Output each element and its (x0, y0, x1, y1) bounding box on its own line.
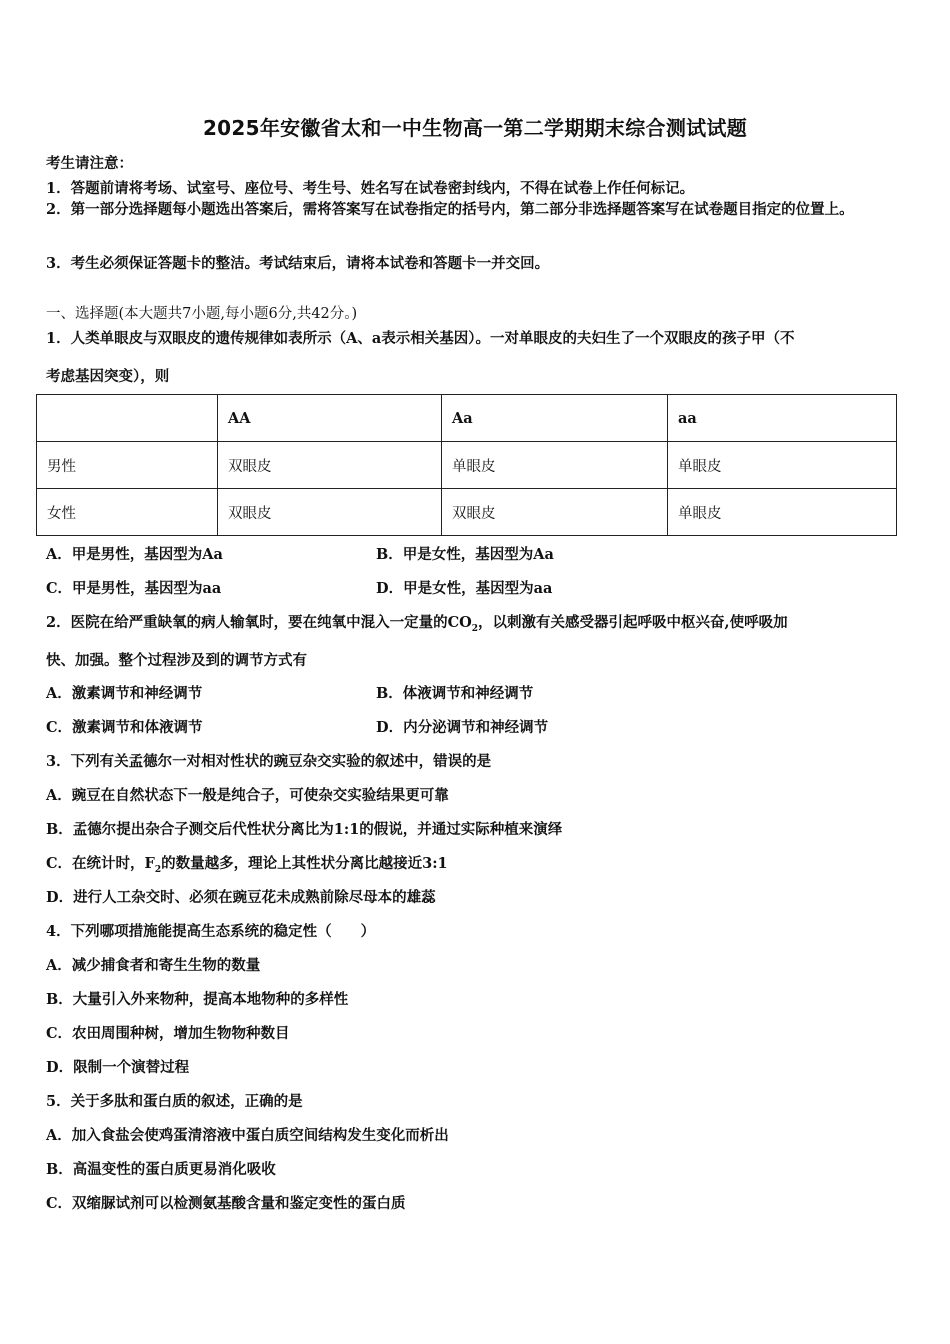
question-stem: 4．下列哪项措施能提高生态系统的稳定性（ ） (46, 923, 376, 940)
option-c: C．激素调节和体液调节 (46, 719, 203, 736)
notice-item: 2．第一部分选择题每小题选出答案后，需将答案写在试卷指定的括号内，第二部分非选择题答案写在试卷题目指定的位置上。 (46, 201, 854, 218)
notice-item: 3．考生必须保证答题卡的整洁。考试结束后，请将本试卷和答题卡一并交回。 (46, 255, 550, 272)
option-c: C．甲是男性，基因型为aa (46, 580, 222, 597)
page-title: 2025年安徽省太和一中生物高一第二学期期末综合测试试题 (202, 116, 748, 140)
table-cell (37, 395, 218, 442)
option-c (46, 852, 448, 875)
question-stem: 3．下列有关孟德尔一对相对性状的豌豆杂交实验的叙述中，错误的是 (46, 753, 492, 770)
section-heading: 一、选择题(本大题共7小题,每小题6分,共42分。) (46, 306, 358, 322)
table-cell: 双眼皮 (442, 489, 668, 536)
subscript: 2 (471, 623, 479, 634)
option-d: D．限制一个演替过程 (46, 1059, 190, 1076)
option-b: B．甲是女性，基因型为Aa (376, 546, 554, 563)
question-stem-cont: 考虑基因突变），则 (46, 368, 170, 385)
table-cell: AA (218, 395, 442, 442)
table-cell: 双眼皮 (218, 489, 442, 536)
table-row (37, 489, 897, 536)
table-cell: 单眼皮 (668, 442, 897, 489)
option-d: D．甲是女性，基因型为aa (376, 580, 553, 597)
option-c: C．双缩脲试剂可以检测氨基酸含量和鉴定变性的蛋白质 (46, 1195, 406, 1212)
option-a: A．甲是男性，基因型为Aa (46, 546, 223, 563)
option-text: C．在统计时，F (46, 855, 155, 872)
question-stem-cont: 快、加强。整个过程涉及到的调节方式有 (46, 652, 307, 669)
question-stem: 5．关于多肽和蛋白质的叙述，正确的是 (46, 1093, 303, 1110)
genotype-table (36, 394, 897, 536)
notice-item: 1．答题前请将考场、试室号、座位号、考生号、姓名写在试卷密封线内，不得在试卷上作任何标记。 (46, 180, 695, 197)
option-b: B．孟德尔提出杂合子测交后代性状分离比为1:1的假说，并通过实际种植来演绎 (46, 821, 563, 838)
option-a: A．豌豆在自然状态下一般是纯合子，可使杂交实验结果更可靠 (46, 787, 449, 804)
option-d: D．内分泌调节和神经调节 (376, 719, 549, 736)
option-b: B．高温变性的蛋白质更易消化吸收 (46, 1161, 276, 1178)
option-d: D．进行人工杂交时、必须在豌豆花未成熟前除尽母本的雄蕊 (46, 889, 436, 906)
notice-heading: 考生请注意： (46, 155, 133, 172)
option-b: B．大量引入外来物种，提高本地物种的多样性 (46, 991, 349, 1008)
option-a: A．加入食盐会使鸡蛋清溶液中蛋白质空间结构发生变化而析出 (46, 1127, 449, 1144)
option-text: 的数量越多，理论上其性状分离比越接近3:1 (161, 855, 448, 872)
option-a: A．激素调节和神经调节 (46, 685, 203, 702)
table-cell: 单眼皮 (442, 442, 668, 489)
table-header-row (37, 395, 897, 442)
option-c: C．农田周围种树，增加生物物种数目 (46, 1025, 290, 1042)
table-cell: 双眼皮 (218, 442, 442, 489)
option-a: A．减少捕食者和寄生生物的数量 (46, 957, 261, 974)
table-cell: 男性 (37, 442, 218, 489)
stem-text: ，以刺激有关感受器引起呼吸中枢兴奋,使呼吸加 (478, 614, 788, 631)
table-cell: 女性 (37, 489, 218, 536)
option-b: B．体液调节和神经调节 (376, 685, 534, 702)
stem-text: 2．医院在给严重缺氧的病人输氧时，要在纯氧中混入一定量的CO (46, 614, 472, 631)
table-cell: aa (668, 395, 897, 442)
table-row (37, 442, 897, 489)
question-stem (46, 611, 788, 634)
subscript: 2 (154, 864, 162, 875)
table-cell: Aa (442, 395, 668, 442)
table-cell: 单眼皮 (668, 489, 897, 536)
question-stem: 1．人类单眼皮与双眼皮的遗传规律如表所示（A、a表示相关基因）。一对单眼皮的夫妇生了一个双眼皮的孩子甲（不 (46, 330, 795, 347)
